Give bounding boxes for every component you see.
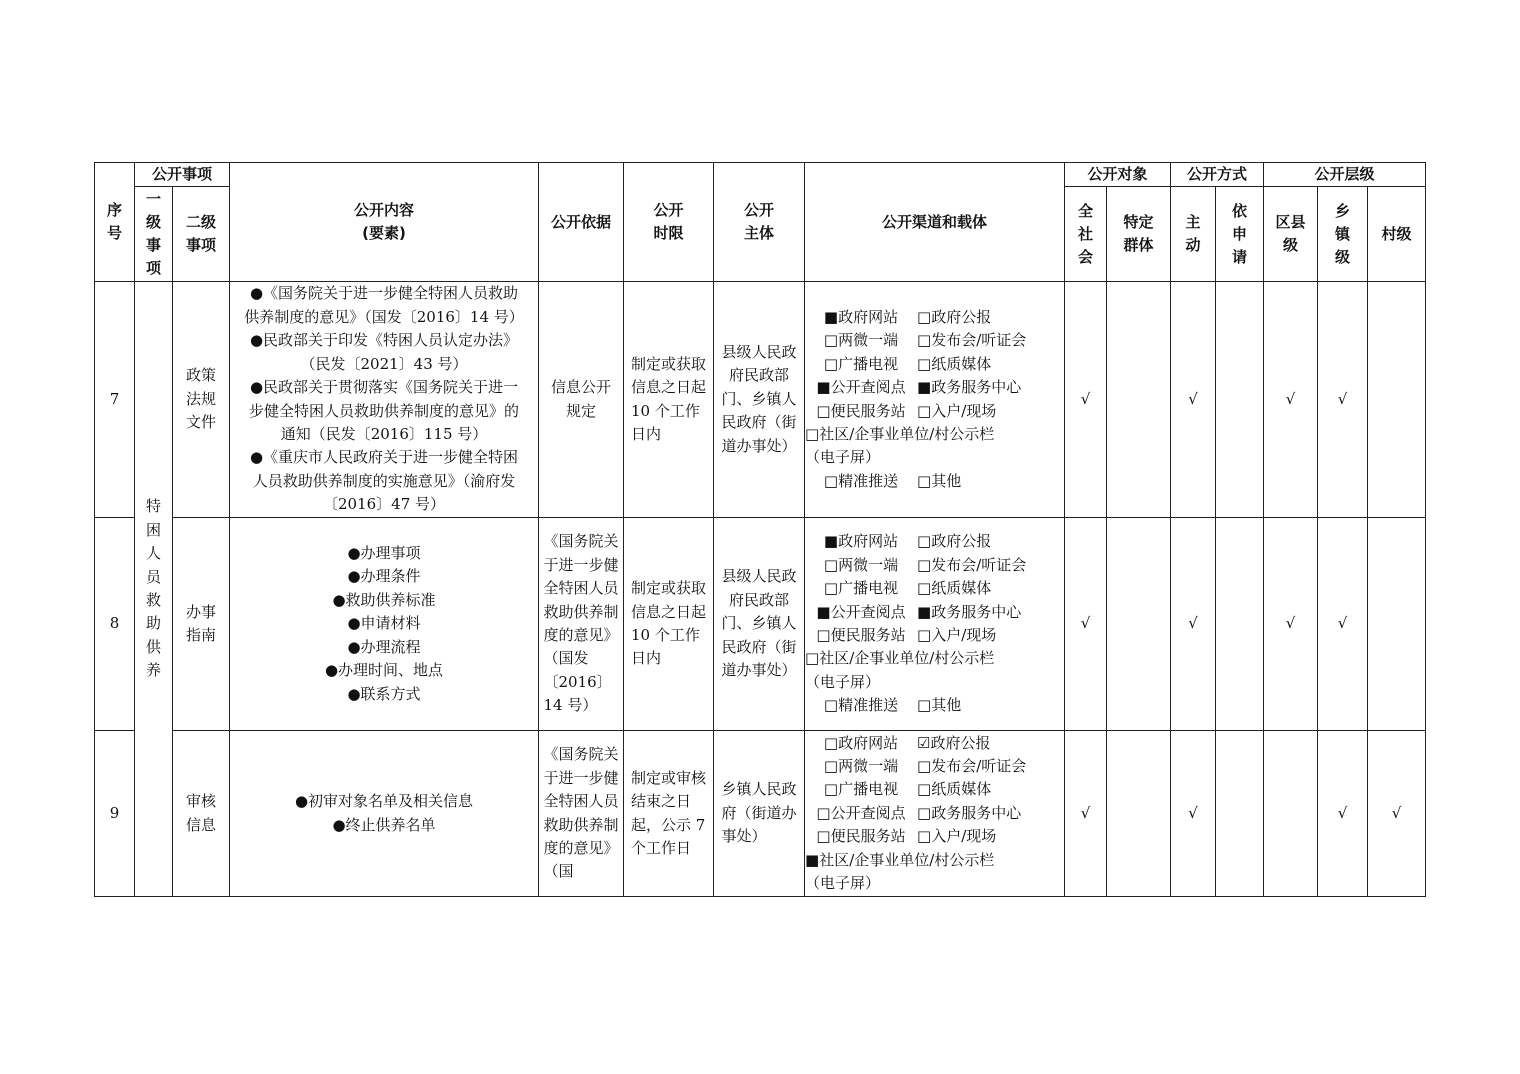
check-level-county: √ xyxy=(1264,518,1318,731)
check-target-all: √ xyxy=(1065,282,1107,518)
channel-line: □广播电视 □纸质媒体 xyxy=(823,579,992,598)
channel-line: □两微一端 □发布会/听证会 xyxy=(823,756,1027,775)
channel-line: （电子屏） xyxy=(805,874,881,893)
check-method-apply xyxy=(1216,282,1264,518)
sub-item: 政策法规文件 xyxy=(173,282,230,518)
time-cell: 制定或获取信息之日起 10 个工作日内 xyxy=(624,282,714,518)
content-cell: ●《国务院关于进一步健全特困人员救助 供养制度的意见》（国发〔2016〕14 号） ●民政部关于印发《特困人员认定办法》 （民发〔2021〕43 号） ●民政部关于贯彻落实《国务院关于进一 步健全特困人员救助供养制度的意见》的 通知（民发〔2016〕115 号） ●《重庆市人民政府关于进一步健全特困 人员救助供养制度的实施意见》（渝府发 〔2016〕47 号） xyxy=(230,282,539,518)
header-method-apply: 依申请 xyxy=(1216,187,1264,282)
header-target-all: 全社会 xyxy=(1065,187,1107,282)
channel-line: □社区/企事业单位/村公示栏 xyxy=(805,649,995,668)
check-level-town: √ xyxy=(1318,731,1368,897)
channel-line: □两微一端 □发布会/听证会 xyxy=(823,331,1027,350)
channel-line: □政府网站 ☑政府公报 xyxy=(823,733,991,752)
channel-line: ■公开查阅点 ■政务服务中心 xyxy=(816,378,1022,397)
table-row xyxy=(95,518,1426,731)
channel-line: □社区/企事业单位/村公示栏 xyxy=(805,424,995,443)
header-basis: 公开依据 xyxy=(539,163,624,282)
row-number: 9 xyxy=(95,731,135,897)
table-row xyxy=(95,731,1426,897)
check-target-specific xyxy=(1107,731,1171,897)
disclosure-table xyxy=(94,162,1426,897)
header-subject: 公开 主体 xyxy=(714,163,805,282)
basis-cell: 《国务院关于进一步健全特困人员救助供养制度的意见》（国发〔2016〕14 号） xyxy=(539,518,624,731)
header-content: 公开内容 (要素) xyxy=(230,163,539,282)
row-number: 7 xyxy=(95,282,135,518)
channel-line: □两微一端 □发布会/听证会 xyxy=(823,555,1027,574)
check-level-village xyxy=(1368,518,1426,731)
check-target-all: √ xyxy=(1065,731,1107,897)
header-target-group: 公开对象 xyxy=(1065,163,1171,187)
channel-line: ■公开查阅点 ■政务服务中心 xyxy=(816,602,1022,621)
channel-cell xyxy=(805,518,1065,731)
header-level2: 二级事项 xyxy=(173,187,230,282)
header-level-town: 乡镇级 xyxy=(1318,187,1368,282)
channel-line: □广播电视 □纸质媒体 xyxy=(823,354,992,373)
check-level-town: √ xyxy=(1318,282,1368,518)
check-target-specific xyxy=(1107,518,1171,731)
time-cell: 制定或审核结束之日起，公示 7 个工作日 xyxy=(624,731,714,897)
check-method-active: √ xyxy=(1171,731,1216,897)
subject-cell: 乡镇人民政府（街道办事处） xyxy=(714,731,805,897)
channel-line: □便民服务站 □入户/现场 xyxy=(816,827,997,846)
header-target-specific: 特定群体 xyxy=(1107,187,1171,282)
channel-cell xyxy=(805,731,1065,897)
channel-line: ■政府网站 □政府公报 xyxy=(823,307,992,326)
check-target-specific xyxy=(1107,282,1171,518)
check-method-active: √ xyxy=(1171,282,1216,518)
header-method-active: 主动 xyxy=(1171,187,1216,282)
channel-line: （电子屏） xyxy=(805,448,881,467)
check-level-village: √ xyxy=(1368,731,1426,897)
check-method-apply xyxy=(1216,731,1264,897)
header-level-village: 村级 xyxy=(1368,187,1426,282)
channel-line: □精准推送 □其他 xyxy=(823,471,962,490)
header-seq: 序号 xyxy=(95,163,135,282)
check-method-apply xyxy=(1216,518,1264,731)
table-row xyxy=(95,282,1426,518)
check-level-town: √ xyxy=(1318,518,1368,731)
header-channel: 公开渠道和载体 xyxy=(805,163,1065,282)
category-cell: 特困人员救助供养 xyxy=(135,282,173,897)
check-target-all: √ xyxy=(1065,518,1107,731)
subject-cell: 县级人民政府民政部门、乡镇人民政府（街道办事处） xyxy=(714,282,805,518)
content-cell: ●办理事项 ●办理条件 ●救助供养标准 ●申请材料 ●办理流程 ●办理时间、地点 ●联系方式 xyxy=(230,518,539,731)
sub-item: 办事指南 xyxy=(173,518,230,731)
check-level-county xyxy=(1264,731,1318,897)
time-cell: 制定或获取信息之日起 10 个工作日内 xyxy=(624,518,714,731)
channel-line: □精准推送 □其他 xyxy=(823,696,962,715)
header-level1: 一级事项 xyxy=(135,187,173,282)
channel-line: ■政府网站 □政府公报 xyxy=(823,532,992,551)
check-level-county: √ xyxy=(1264,282,1318,518)
header-items-group: 公开事项 xyxy=(135,163,230,187)
header-level-group: 公开层级 xyxy=(1264,163,1426,187)
channel-line: ■社区/企事业单位/村公示栏 xyxy=(805,850,995,869)
subject-cell: 县级人民政府民政部门、乡镇人民政府（街道办事处） xyxy=(714,518,805,731)
check-level-village xyxy=(1368,282,1426,518)
basis-cell: 信息公开规定 xyxy=(539,282,624,518)
channel-line: （电子屏） xyxy=(805,672,881,691)
row-number: 8 xyxy=(95,518,135,731)
sub-item: 审核信息 xyxy=(173,731,230,897)
channel-line: □便民服务站 □入户/现场 xyxy=(816,401,997,420)
basis-cell: 《国务院关于进一步健全特困人员救助供养制度的意见》（国 xyxy=(539,731,624,897)
header-level-county: 区县级 xyxy=(1264,187,1318,282)
channel-cell xyxy=(805,282,1065,518)
channel-line: □广播电视 □纸质媒体 xyxy=(823,780,992,799)
header-method-group: 公开方式 xyxy=(1171,163,1264,187)
channel-line: □便民服务站 □入户/现场 xyxy=(816,626,997,644)
content-cell: ●初审对象名单及相关信息 ●终止供养名单 xyxy=(230,731,539,897)
header-time: 公开 时限 xyxy=(624,163,714,282)
channel-line: □公开查阅点 □政务服务中心 xyxy=(816,803,1022,822)
check-method-active: √ xyxy=(1171,518,1216,731)
